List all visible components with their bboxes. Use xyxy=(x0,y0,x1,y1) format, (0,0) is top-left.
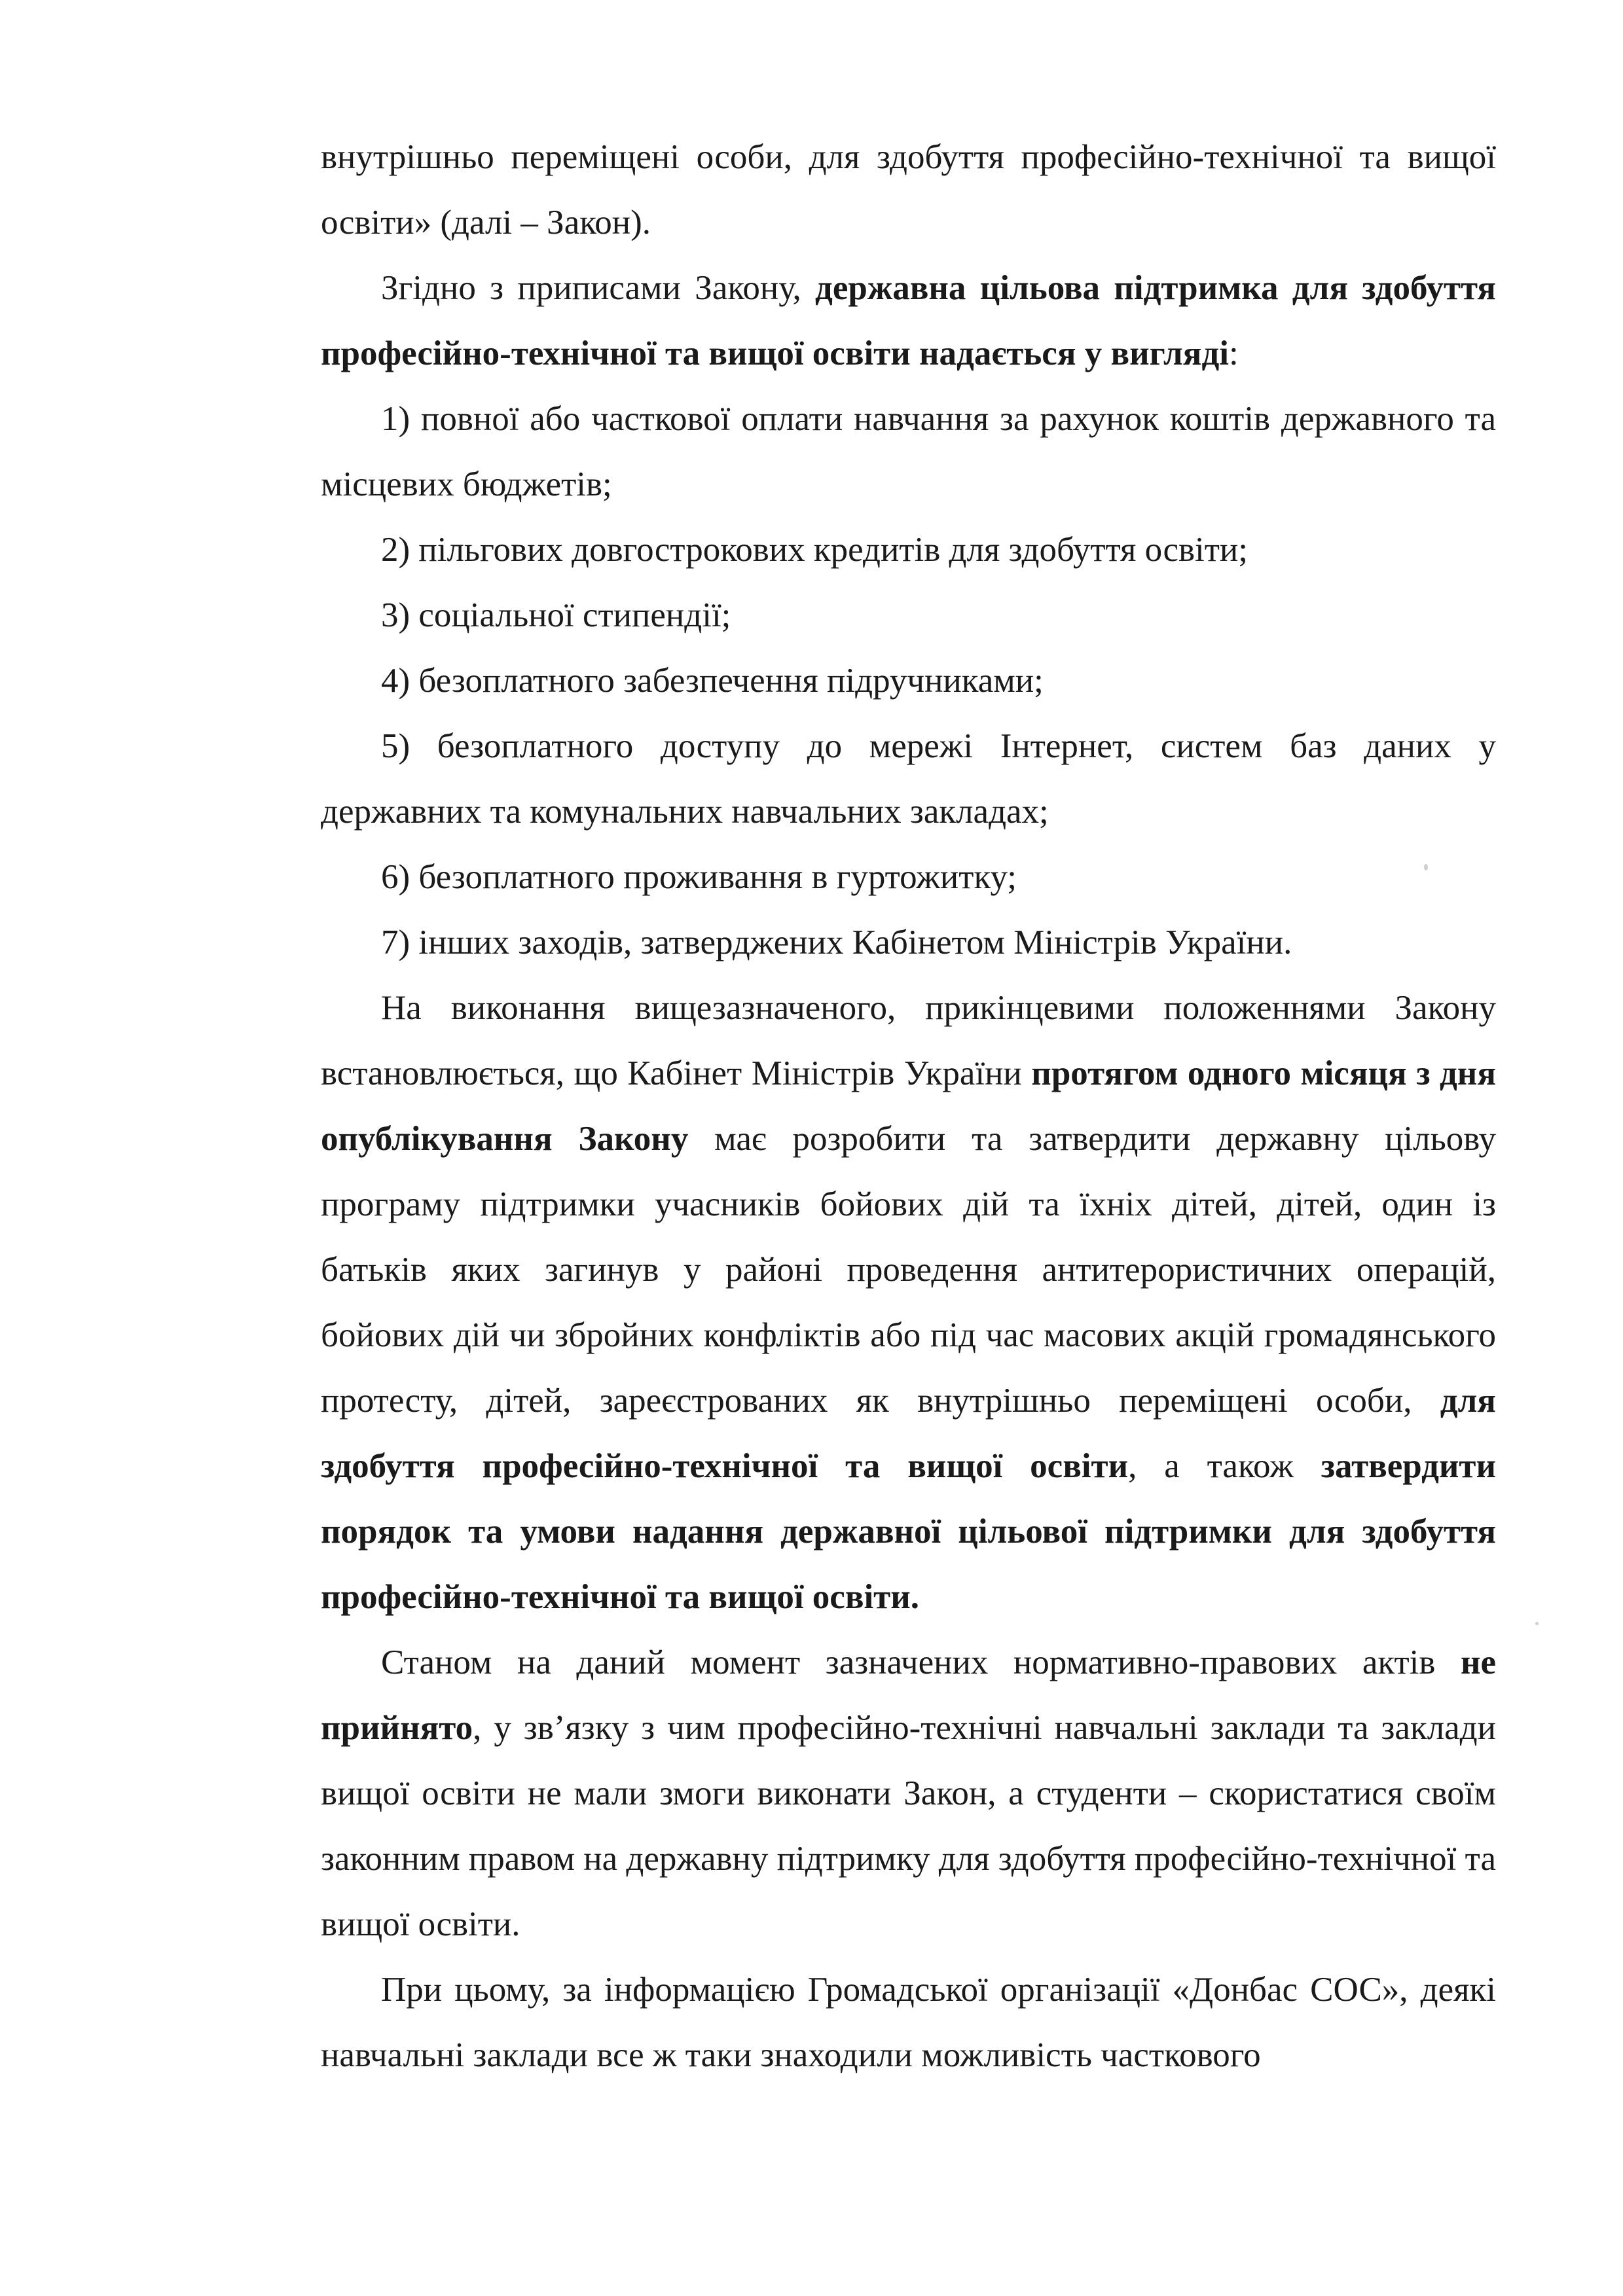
text-run: 3) соціальної стипендії; xyxy=(381,596,731,634)
paragraph xyxy=(321,124,1496,255)
text-run: 5) безоплатного доступу до мережі Інтернет, систем баз даних у державних та комунальних навчальних закладах; xyxy=(321,727,1496,831)
paragraph xyxy=(321,255,1496,386)
text-run: На виконання вищезазначеного, прикінцевими положеннями Закону встановлюється, що Кабінет Міністрів України xyxy=(321,989,1496,1092)
paragraph xyxy=(321,1630,1496,1957)
bold-text: державна цільова підтримка для здобуття професійно-технічної та вищої освіти надається у вигляді xyxy=(321,269,1496,372)
text-run: Станом на даний момент зазначених нормативно-правових актів xyxy=(381,1643,1461,1681)
paragraph xyxy=(321,386,1496,517)
text-run: 2) пільгових довгострокових кредитів для здобуття освіти; xyxy=(381,531,1249,569)
text-run: , у зв’язку з чим професійно-технічні навчальні заклади та заклади вищої освіти не мали змоги виконати Закон, а студенти – скористатися своїм законним правом на державну підтримку для здобуття професійно-технічної та вищої освіти. xyxy=(321,1709,1496,1943)
bold-text: протягом одного місяця з дня опублікування Закону xyxy=(321,1054,1496,1158)
paragraph xyxy=(321,648,1496,713)
text-run: , а також xyxy=(1128,1447,1321,1485)
text-run: Згідно з приписами Закону, xyxy=(381,269,816,307)
paragraph xyxy=(321,910,1496,975)
text-run: 4) безоплатного забезпечення підручниками; xyxy=(381,662,1044,700)
text-run: 6) безоплатного проживання в гуртожитку; xyxy=(381,858,1017,896)
text-run: 7) інших заходів, затверджених Кабінетом Міністрів України. xyxy=(381,924,1292,961)
bold-text: затвердити порядок та умови надання державної цільової підтримки для здобуття професійно-технічної та вищої освіти. xyxy=(321,1447,1496,1616)
text-run: внутрішньо переміщені особи, для здобуття професійно-технічної та вищої освіти» (далі – Закон). xyxy=(321,138,1496,242)
paragraph xyxy=(321,713,1496,844)
document-body xyxy=(321,124,1496,2088)
bold-text: не прийнято xyxy=(321,1643,1496,1747)
paragraph xyxy=(321,583,1496,648)
text-run: При цьому, за інформацією Громадської організації «Донбас СОС», деякі навчальні заклади все ж таки знаходили можливість часткового xyxy=(321,1971,1496,2074)
scan-speck xyxy=(1535,1622,1539,1625)
paragraph xyxy=(321,975,1496,1630)
paragraph xyxy=(321,844,1496,910)
paragraph xyxy=(321,1957,1496,2088)
text-run: : xyxy=(1228,334,1239,372)
bold-text: для здобуття професійно-технічної та вищої освіти xyxy=(321,1382,1496,1485)
text-run: 1) повної або часткової оплати навчання за рахунок коштів державного та місцевих бюджетів; xyxy=(321,400,1496,503)
paragraph xyxy=(321,517,1496,583)
scan-speck xyxy=(1424,864,1428,870)
text-run: має розробити та затвердити державну цільову програму підтримки учасників бойових дій та їхніх дітей, дітей, один із батьків яких загинув у районі проведення антитерористичних операцій, бойових дій чи збройних конфліктів або під час масових акцій громадянського протесту, дітей, зареєстрованих як внутрішньо переміщені особи, xyxy=(321,1120,1496,1420)
